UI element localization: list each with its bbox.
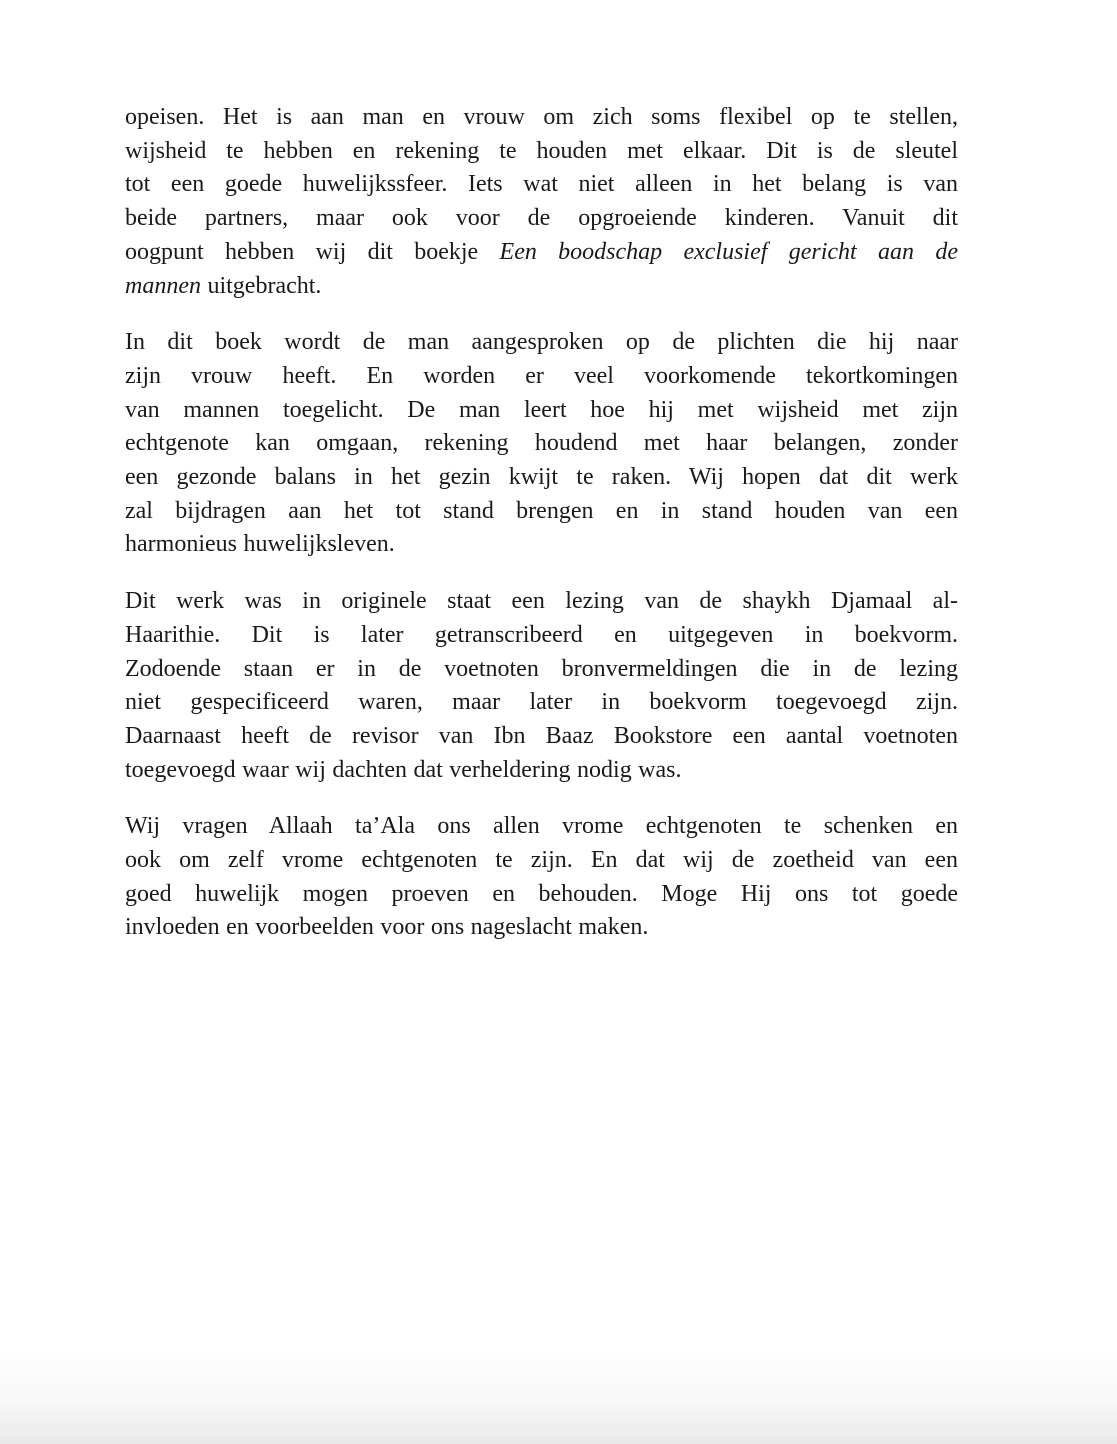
text-segment: Haarithie. Dit is later getranscribeerd en uitgegeven in boekvorm. — [125, 621, 958, 648]
text-segment: zijn vrouw heeft. En worden er veel voorkomende tekortkomingen — [125, 362, 958, 389]
text-segment: zal bijdragen aan het tot stand brengen en in stand houden van een — [125, 497, 958, 524]
italic-text-segment: mannen — [125, 272, 201, 299]
paragraph — [125, 810, 958, 945]
text-line — [125, 528, 958, 562]
text-segment: van mannen toegelicht. De man leert hoe hij met wijsheid met zijn — [125, 396, 958, 423]
text-line — [125, 236, 958, 270]
text-segment: niet gespecificeerd waren, maar later in boekvorm toegevoegd zijn. — [125, 689, 958, 716]
text-line — [125, 653, 958, 687]
text-segment: echtgenote kan omgaan, rekening houdend met haar belangen, zonder — [125, 430, 958, 457]
text-segment: In dit boek wordt de man aangesproken op de plichten die hij naar — [125, 329, 958, 356]
text-line — [125, 878, 958, 912]
text-line — [125, 427, 958, 461]
text-segment: Daarnaast heeft de revisor van Ibn Baaz Bookstore een aantal voetnoten — [125, 722, 958, 749]
italic-text-segment: Een boodschap exclusief gericht aan de — [499, 238, 958, 265]
page-bottom-shadow — [0, 1349, 1117, 1444]
text-line — [125, 270, 958, 304]
text-line — [125, 202, 958, 236]
text-segment: ook om zelf vrome echtgenoten te zijn. En dat wij de zoetheid van een — [125, 847, 958, 874]
text-line — [125, 394, 958, 428]
text-segment: harmonieus huwelijksleven. — [125, 531, 395, 558]
text-segment: Wij vragen Allaah ta’Ala ons allen vrome echtgenoten te schenken en — [125, 813, 958, 840]
text-line — [125, 686, 958, 720]
text-line — [125, 135, 958, 169]
text-segment: tot een goede huwelijkssfeer. Iets wat niet alleen in het belang is van — [125, 171, 958, 198]
paragraph — [125, 585, 958, 787]
text-segment: Dit werk was in originele staat een lezing van de shaykh Djamaal al- — [125, 588, 958, 615]
text-segment: wijsheid te hebben en rekening te houden met elkaar. Dit is de sleutel — [125, 137, 958, 164]
text-line — [125, 360, 958, 394]
text-segment: uitgebracht. — [200, 272, 322, 299]
text-line — [125, 720, 958, 754]
text-line — [125, 754, 958, 788]
text-segment: opeisen. Het is aan man en vrouw om zich soms flexibel op te stellen, — [125, 104, 958, 130]
text-segment: goed huwelijk mogen proeven en behouden. Moge Hij ons tot goede — [125, 880, 958, 907]
page-text — [125, 101, 958, 945]
text-line — [125, 168, 958, 202]
text-line — [125, 495, 958, 529]
text-line — [125, 326, 958, 360]
text-line — [125, 844, 958, 878]
text-line — [125, 101, 958, 135]
text-line — [125, 810, 958, 844]
text-line — [125, 619, 958, 653]
text-line — [125, 911, 958, 945]
text-line — [125, 461, 958, 495]
text-segment: een gezonde balans in het gezin kwijt te raken. Wij hopen dat dit werk — [125, 464, 958, 491]
text-segment: invloeden en voorbeelden voor ons nageslacht maken. — [125, 914, 649, 941]
text-line — [125, 585, 958, 619]
paragraph — [125, 326, 958, 562]
text-segment: toegevoegd waar wij dachten dat verheldering nodig was. — [125, 756, 682, 783]
text-segment: beide partners, maar ook voor de opgroeiende kinderen. Vanuit dit — [125, 205, 958, 232]
text-segment: oogpunt hebben wij dit boekje — [125, 238, 500, 265]
paragraph — [125, 101, 958, 303]
text-segment: Zodoende staan er in de voetnoten bronvermeldingen die in de lezing — [125, 655, 958, 682]
